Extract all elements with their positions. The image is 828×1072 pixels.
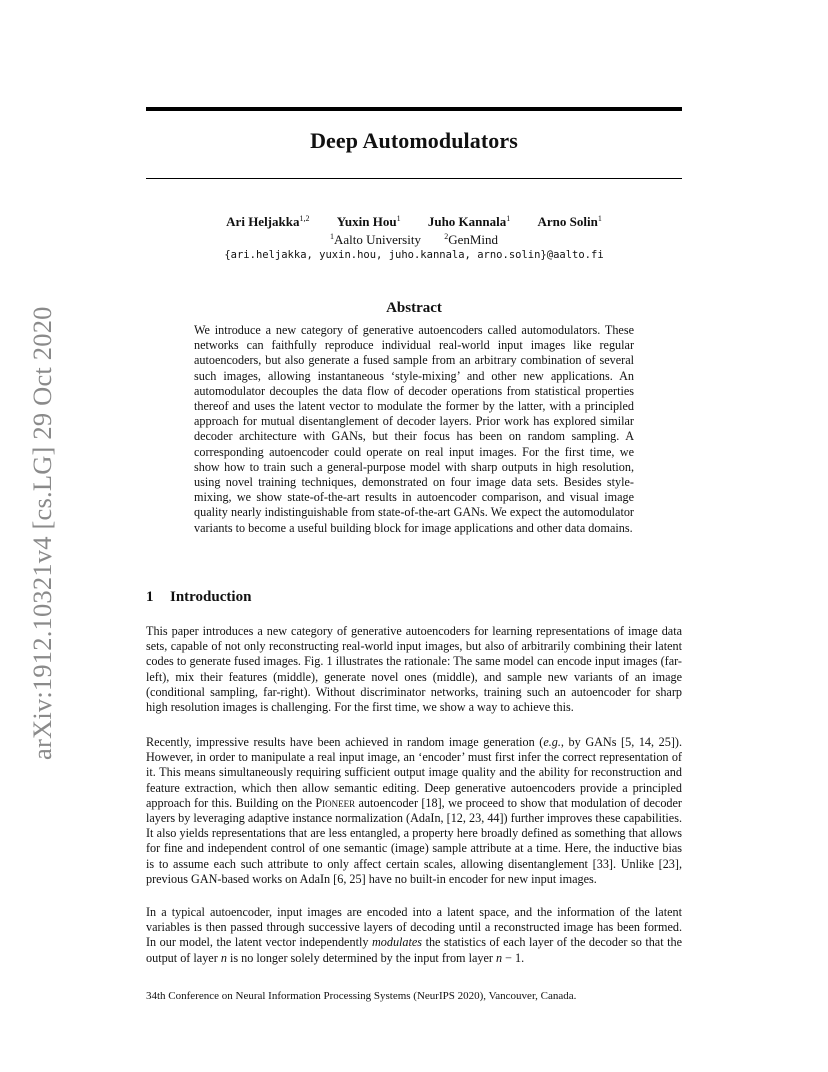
abstract-text: We introduce a new category of generative autoencoders called automodulators. These networks can faithfully reproduce individual real-world input images like regular autoencoders, but also generate a fused sample from an arbitrary combination of several such images, allowing instantaneous ‘style-mixing’ and other new applications. An automodulator decouples the data flow of decoder operations from statistical properties thereof and uses the latent vector to modulate the former by the latter, with a principled approach for mutual disentanglement of decoder layers. Prior work has explored similar decoder architecture with GANs, but their focus has been on random sampling. A corresponding autoencoder could operate on real input images. For the first time, we show how to train such a general-purpose model with sharp outputs in high resolution, using novel training techniques, demonstrated on four image data sets. Besides style-mixing, we show state-of-the-art results in autoencoder comparison, and visual image quality nearly indistinguishable from state-of-the-art GANs. We expect the automodulator variants to become a useful building block for image applications and other data domains. bbox=[194, 323, 634, 535]
author: Juho Kannala$^1$ bbox=[427, 214, 511, 229]
section-title: Introduction bbox=[170, 589, 252, 605]
affiliation: $^1$Aalto University bbox=[329, 232, 421, 247]
affiliation: $^2$GenMind bbox=[444, 232, 499, 247]
section-heading bbox=[146, 589, 251, 606]
author: Ari Heljakka$^{1,2}$ bbox=[226, 214, 310, 229]
author: Yuxin Hou$^1$ bbox=[336, 214, 401, 229]
body-paragraph: This paper introduces a new category of generative autoencoders for learning representations of image data sets, capable of not only reconstructing real-world input images, but also of arbitrarily combining their latent codes to generate fused images. Fig. 1 illustrates the rationale: The same model can encode input images (far-left), mix their features (middle), generate novel ones (middle), and sample new variants of an image (conditional sampling, far-right). Without discriminator networks, training such an autoencoder for sharp high resolution images is challenging. For the first time, we show a way to achieve this. bbox=[146, 624, 682, 715]
affiliation-list bbox=[146, 232, 682, 248]
body-paragraph: Recently, impressive results have been achieved in random image generation (e.g., by GANs [5, 14, 25]). However, in order to manipulate a real input image, an ‘encoder’ must first infer the correct representation of it. This means simultaneously requiring sufficient output image quality and the ability for reconstruction and feature extraction, which then allow semantic editing. Deep generative autoencoders provide a principled approach for this. Building on the Pioneer autoencoder [18], we proceed to show that modulation of decoder layers by leveraging adaptive instance normalization (AdaIn, [12, 23, 44]) further improves these capabilities. It also yields representations that are less entangled, a property here broadly defined as something that allows for fine and independent control of one semantic (image) sample attribute at a time. Here, the inductive bias is to assume each such attribute to only affect certain scales, allowing disentanglement [33]. Unlike [23], previous GAN-based works on AdaIn [6, 25] have no built-in encoder for new input images. bbox=[146, 735, 682, 886]
arxiv-stamp: arXiv:1912.10321v4 [cs.LG] 29 Oct 2020 bbox=[27, 306, 57, 760]
body-paragraph: In a typical autoencoder, input images are encoded into a latent space, and the information of the latent variables is then passed through successive layers of decoding until a reconstructed image has been formed. In our model, the latent vector independently modulates the statistics of each layer of the decoder so that the output of layer n is no longer solely determined by the input from layer n − 1. bbox=[146, 905, 682, 965]
paper-title: Deep Automodulators bbox=[310, 128, 518, 153]
author-list bbox=[146, 214, 682, 230]
abstract-heading: Abstract bbox=[386, 300, 442, 316]
author-emails: {ari.heljakka, yuxin.hou, juho.kannala, arno.solin}@aalto.fi bbox=[224, 249, 604, 261]
author: Arno Solin$^1$ bbox=[537, 214, 602, 229]
title-rule-bottom bbox=[146, 178, 682, 179]
section-number: 1 bbox=[146, 589, 154, 605]
title-rule-top bbox=[146, 107, 682, 111]
conference-footnote: 34th Conference on Neural Information Processing Systems (NeurIPS 2020), Vancouver, Canada. bbox=[146, 990, 577, 1002]
